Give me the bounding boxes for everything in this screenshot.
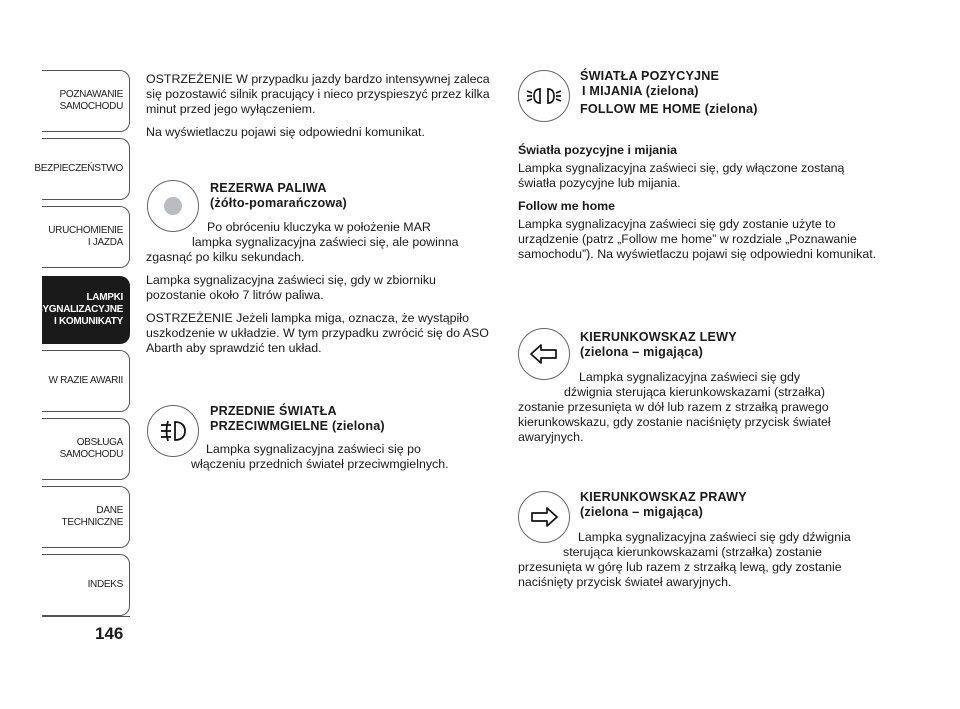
position-lights-lamp xyxy=(518,70,570,122)
position-lights-heading xyxy=(580,69,870,117)
fuel-reserve-text xyxy=(146,220,496,364)
front-fog-heading xyxy=(210,404,500,434)
display-message-note: Na wyświetlaczu pojawi się odpowiedni komunikat. xyxy=(146,125,425,139)
warning-engine-idle: OSTRZEŻENIE W przypadku jazdy bardzo intensywnej zaleca się pozostawić silnik pracujący i nieco przyspieszyć przez kilka minut przed jego wyłączeniem. xyxy=(146,72,490,116)
tab-poznawanie-samochodu[interactable]: POZNAWANIE SAMOCHODU xyxy=(42,70,130,132)
front-fog-text xyxy=(146,442,496,472)
position-lights-subheading: Światła pozycyjne i mijania xyxy=(518,143,678,157)
left-intro xyxy=(146,72,496,148)
right-turn-line2: sterująca kierunkowskazami (strzałka) zostanie xyxy=(563,545,822,559)
right-turn-line3: przesunięta w górę lub razem z strzałką lewą, gdy zostanie naciśnięty przycisk świateł awaryjnych. xyxy=(518,560,842,589)
tab-indeks[interactable]: INDEKS xyxy=(42,554,130,616)
left-arrow-icon xyxy=(529,343,559,365)
position-lights-desc: Lampka sygnalizacyjna zaświeci się, gdy włączone zostaną światła pozycyjne lub mijania. xyxy=(518,161,845,190)
right-arrow-icon xyxy=(529,506,559,528)
tab-dane-techniczne[interactable]: DANE TECHNICZNE xyxy=(42,486,130,548)
front-fog-title: PRZEDNIE ŚWIATŁA xyxy=(210,404,337,418)
fuel-p2: Lampka sygnalizacyjna zaświeci się, gdy w zbiorniku pozostanie około 7 litrów paliwa. xyxy=(146,273,436,302)
right-turn-line1: Lampka sygnalizacyjna zaświeci się gdy dźwignia xyxy=(578,530,851,544)
page-number: 146 xyxy=(95,624,124,643)
right-turn-heading xyxy=(580,490,870,520)
fuel-warning: OSTRZEŻENIE Jeżeli lampka miga, oznacza, że wystąpiło uszkodzenie w układzie. W tym przypadku zwrócić się do ASO Abarth aby sprawdzić ten układ. xyxy=(146,311,489,355)
right-turn-color: (zielona – migająca) xyxy=(580,505,703,519)
fuel-reserve-icon xyxy=(161,194,185,218)
fog-p1-line2: włączeniu przednich świateł przeciwmgielnych. xyxy=(191,457,449,471)
tab-uruchomienie-i-jazda[interactable]: URUCHOMIENIE I JAZDA xyxy=(42,206,130,268)
tab-w-razie-awarii[interactable]: W RAZIE AWARII xyxy=(42,350,130,412)
left-turn-color: (zielona – migająca) xyxy=(580,345,703,359)
fuel-p1-line3: zgasnąć po kilku sekundach. xyxy=(146,250,305,264)
tab-lampki-sygnalizacyjne[interactable]: LAMPKI SYGNALIZACYJNE I KOMUNIKATY xyxy=(42,276,130,344)
position-lights-title2: I MIJANIA (zielona) xyxy=(582,84,699,98)
left-turn-title: KIERUNKOWSKAZ LEWY xyxy=(580,330,737,344)
fuel-p1-line1: Po obróceniu kluczyka w położenie MAR xyxy=(207,220,431,234)
sidebar-divider xyxy=(42,616,130,617)
follow-me-home-subheading: Follow me home xyxy=(518,199,616,213)
right-turn-text xyxy=(518,530,878,590)
right-turn-title: KIERUNKOWSKAZ PRAWY xyxy=(580,490,747,504)
left-turn-line1: Lampka sygnalizacyjna zaświeci się gdy xyxy=(579,370,801,384)
position-lights-text xyxy=(518,137,878,270)
fuel-reserve-color: (żółto-pomarańczowa) xyxy=(210,196,347,210)
position-lights-title1: ŚWIATŁA POZYCYJNE xyxy=(580,69,720,83)
fuel-reserve-title: REZERWA PALIWA xyxy=(210,181,327,195)
follow-me-home-desc: Lampka sygnalizacyjna zaświeci się gdy zostanie użyte to urządzenie (patrz „Follow me home” w rozdziale „Poznawanie samochodu”). Na wyświetlaczu pojawi się odpowiedni komunikat. xyxy=(518,217,877,261)
follow-me-home-title: FOLLOW ME HOME (zielona) xyxy=(580,102,758,116)
fog-p1-line1: Lampka sygnalizacyjna zaświeci się po xyxy=(206,442,421,456)
tab-bezpieczenstwo[interactable]: BEZPIECZEŃSTWO xyxy=(42,138,130,200)
position-lights-icon xyxy=(525,85,563,107)
tab-obsluga-samochodu[interactable]: OBSŁUGA SAMOCHODU xyxy=(42,418,130,480)
left-turn-line3: zostanie przesunięta w dół lub razem z strzałką prawego kierunkowskazu, gdy zostanie naciśnięty przycisk świateł awaryjnych. xyxy=(518,400,831,444)
fuel-p1-line2: lampka sygnalizacyjna zaświeci się, ale powinna xyxy=(192,235,459,249)
fuel-reserve-heading xyxy=(210,181,500,211)
left-turn-text xyxy=(518,370,878,445)
front-fog-title-color: PRZECIWMGIELNE (zielona) xyxy=(210,419,385,433)
left-turn-line2: dźwignia sterująca kierunkowskazami (strzałka) xyxy=(564,385,825,399)
left-turn-heading xyxy=(580,330,870,360)
front-fog-light-icon xyxy=(158,418,188,444)
